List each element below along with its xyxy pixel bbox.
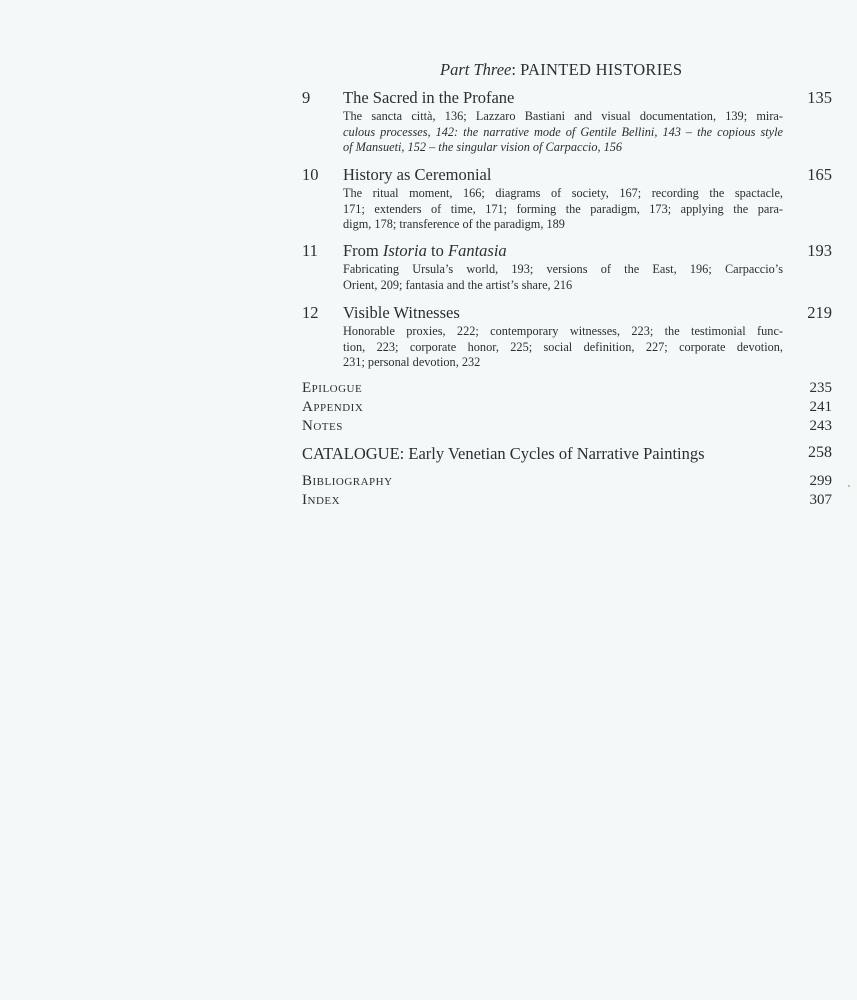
chapter-title (343, 241, 507, 261)
part-label: Part Three (440, 60, 512, 79)
toc-entry-bibliography (302, 473, 832, 493)
chapter-page-number: 135 (807, 88, 832, 107)
entry-label: Notes (302, 418, 343, 434)
chapter-description (343, 262, 783, 293)
chapter-number: 9 (302, 88, 311, 107)
entry-page-number: 235 (809, 380, 832, 396)
chapter-description (343, 324, 783, 371)
chapter-title: Visible Witnesses (343, 303, 460, 322)
description-line: digm, 178; transference of the paradigm, 189 (343, 217, 565, 232)
description-line: culous processes, 142: the narrative mode of Gentile Bellini, 143 – the copious style (343, 124, 783, 139)
description-line: The ritual moment, 166; diagrams of society, 167; recording the spactacle, (343, 186, 783, 200)
description-line: Fabricating Ursula’s world, 193; versions of the East, 196; Carpaccio’s (343, 262, 783, 276)
title-part-italic: Fantasia (448, 241, 507, 260)
toc-entry-notes (302, 418, 832, 438)
part-title: PAINTED HISTORIES (520, 60, 683, 79)
entry-page-number: 243 (809, 418, 832, 434)
part-heading (440, 60, 682, 80)
chapter-description (343, 186, 783, 233)
entry-label: Bibliography (302, 473, 393, 489)
chapter-number: 10 (302, 165, 319, 184)
entry-page-number: 241 (809, 399, 832, 415)
chapter-description (343, 109, 783, 156)
toc-entry-appendix (302, 399, 832, 419)
entry-page-number: 258 (808, 444, 832, 461)
description-line: of Mansueti, 152 – the singular vision of Carpaccio, 156 (343, 140, 623, 155)
chapter-title: The Sacred in the Profane (343, 88, 515, 107)
chapter-page-number: 165 (807, 165, 832, 184)
description-line: tion, 223; corporate honor, 225; social definition, 227; corporate devotion, (343, 339, 783, 354)
paper-speck (848, 485, 850, 487)
description-line: 171; extenders of time, 171; forming the paradigm, 173; applying the para- (343, 201, 783, 216)
title-part-italic: Istoria (382, 241, 427, 260)
chapter-number: 12 (302, 303, 319, 322)
toc-entry-catalogue (302, 444, 832, 464)
part-separator: : (511, 60, 516, 79)
chapter-page-number: 193 (807, 241, 832, 260)
description-line: Honorable proxies, 222; contemporary witnesses, 223; the testimonial func- (343, 324, 783, 338)
entry-page-number: 307 (809, 492, 832, 508)
entry-label: CATALOGUE: Early Venetian Cycles of Narrative Paintings (302, 444, 705, 463)
chapter-page-number: 219 (807, 303, 832, 322)
description-line: The sancta città, 136; Lazzaro Bastiani and visual documentation, 139; mira- (343, 109, 783, 123)
entry-label: Index (302, 492, 341, 508)
title-part: to (426, 241, 448, 260)
entry-label: Appendix (302, 399, 364, 415)
description-line: 231; personal devotion, 232 (343, 355, 481, 370)
chapter-title: History as Ceremonial (343, 165, 492, 184)
chapter-number: 11 (302, 241, 318, 260)
toc-entry-epilogue (302, 380, 832, 400)
description-line: Orient, 209; fantasia and the artist’s share, 216 (343, 277, 573, 292)
toc-entry-index (302, 492, 832, 512)
entry-page-number: 299 (809, 473, 832, 489)
title-part: From (343, 241, 383, 260)
entry-label: Epilogue (302, 380, 363, 396)
